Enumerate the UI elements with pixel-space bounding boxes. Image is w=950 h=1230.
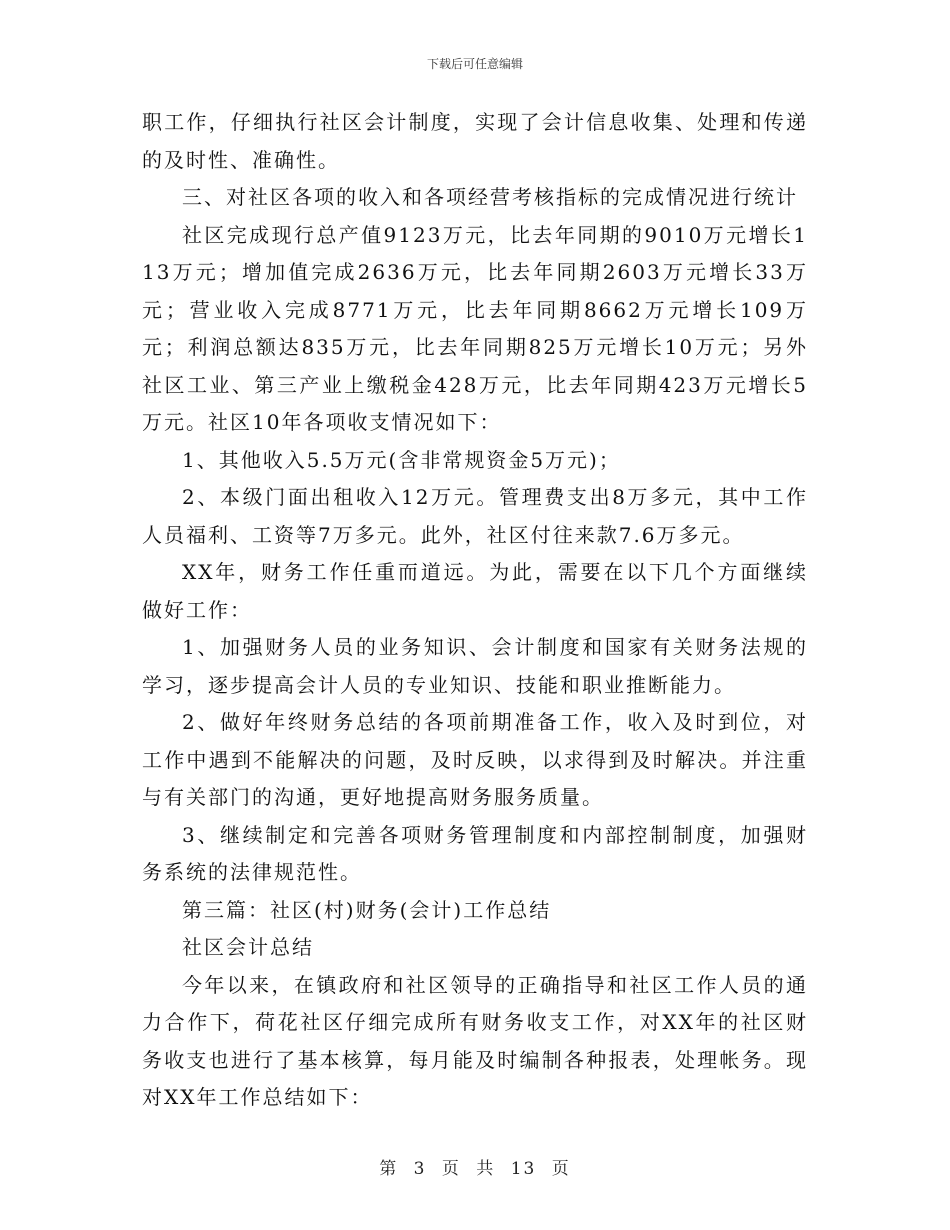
paragraph: 三、对社区各项的收入和各项经营考核指标的完成情况进行统计: [182, 185, 798, 209]
paragraph: 2、做好年终财务总结的各项前期准备工作，收入及时到位，对工作中遇到不能解决的问题，及时反映，以求得到及时解决。并注重与有关部门的沟通，更好地提高财务服务质量。: [142, 710, 808, 809]
paragraph: 1、其他收入5.5万元(含非常规资金5万元)；: [182, 447, 621, 472]
page-number-footer: 第 3 页 共 13 页: [379, 1159, 571, 1179]
paragraph: 职工作，仔细执行社区会计制度，实现了会计信息收集、处理和传递的及时性、准确性。: [142, 110, 808, 172]
paragraph: 1、加强财务人员的业务知识、会计制度和国家有关财务法规的学习，逐步提高会计人员的专业知识、技能和职业推断能力。: [142, 635, 808, 697]
paragraph: 社区完成现行总产值9123万元，比去年同期的9010万元增长113万元；增加值完成2636万元，比去年同期2603万元增长33万元；营业收入完成8771万元，比去年同期8662万元增长109万元；利润总额达835万元，比去年同期825万元增长10万元；另外社区工业、第三产业上缴税金428万元，比去年同期423万元增长5万元。社区10年各项收支情况如下：: [142, 222, 808, 434]
paragraph: XX年，财务工作任重而道远。为此，需要在以下几个方面继续做好工作：: [142, 560, 808, 622]
section-heading: 第三篇：社区(村)财务(会计)工作总结: [182, 897, 552, 922]
subsection-heading: 社区会计总结: [182, 935, 314, 959]
paragraph: 2、本级门面出租收入12万元。管理费支出8万多元，其中工作人员福利、工资等7万多元。此外，社区付往来款7.6万多元。: [142, 485, 808, 547]
paragraph: 3、继续制定和完善各项财务管理制度和内部控制制度，加强财务系统的法律规范性。: [142, 822, 808, 884]
document-body: [142, 104, 808, 1117]
page-header-note: 下载后可任意编辑: [426, 57, 523, 71]
paragraph: 今年以来，在镇政府和社区领导的正确指导和社区工作人员的通力合作下，荷花社区仔细完成所有财务收支工作，对XX年的社区财务收支也进行了基本核算，每月能及时编制各种报表，处理帐务。现对XX年工作总结如下：: [142, 972, 808, 1109]
